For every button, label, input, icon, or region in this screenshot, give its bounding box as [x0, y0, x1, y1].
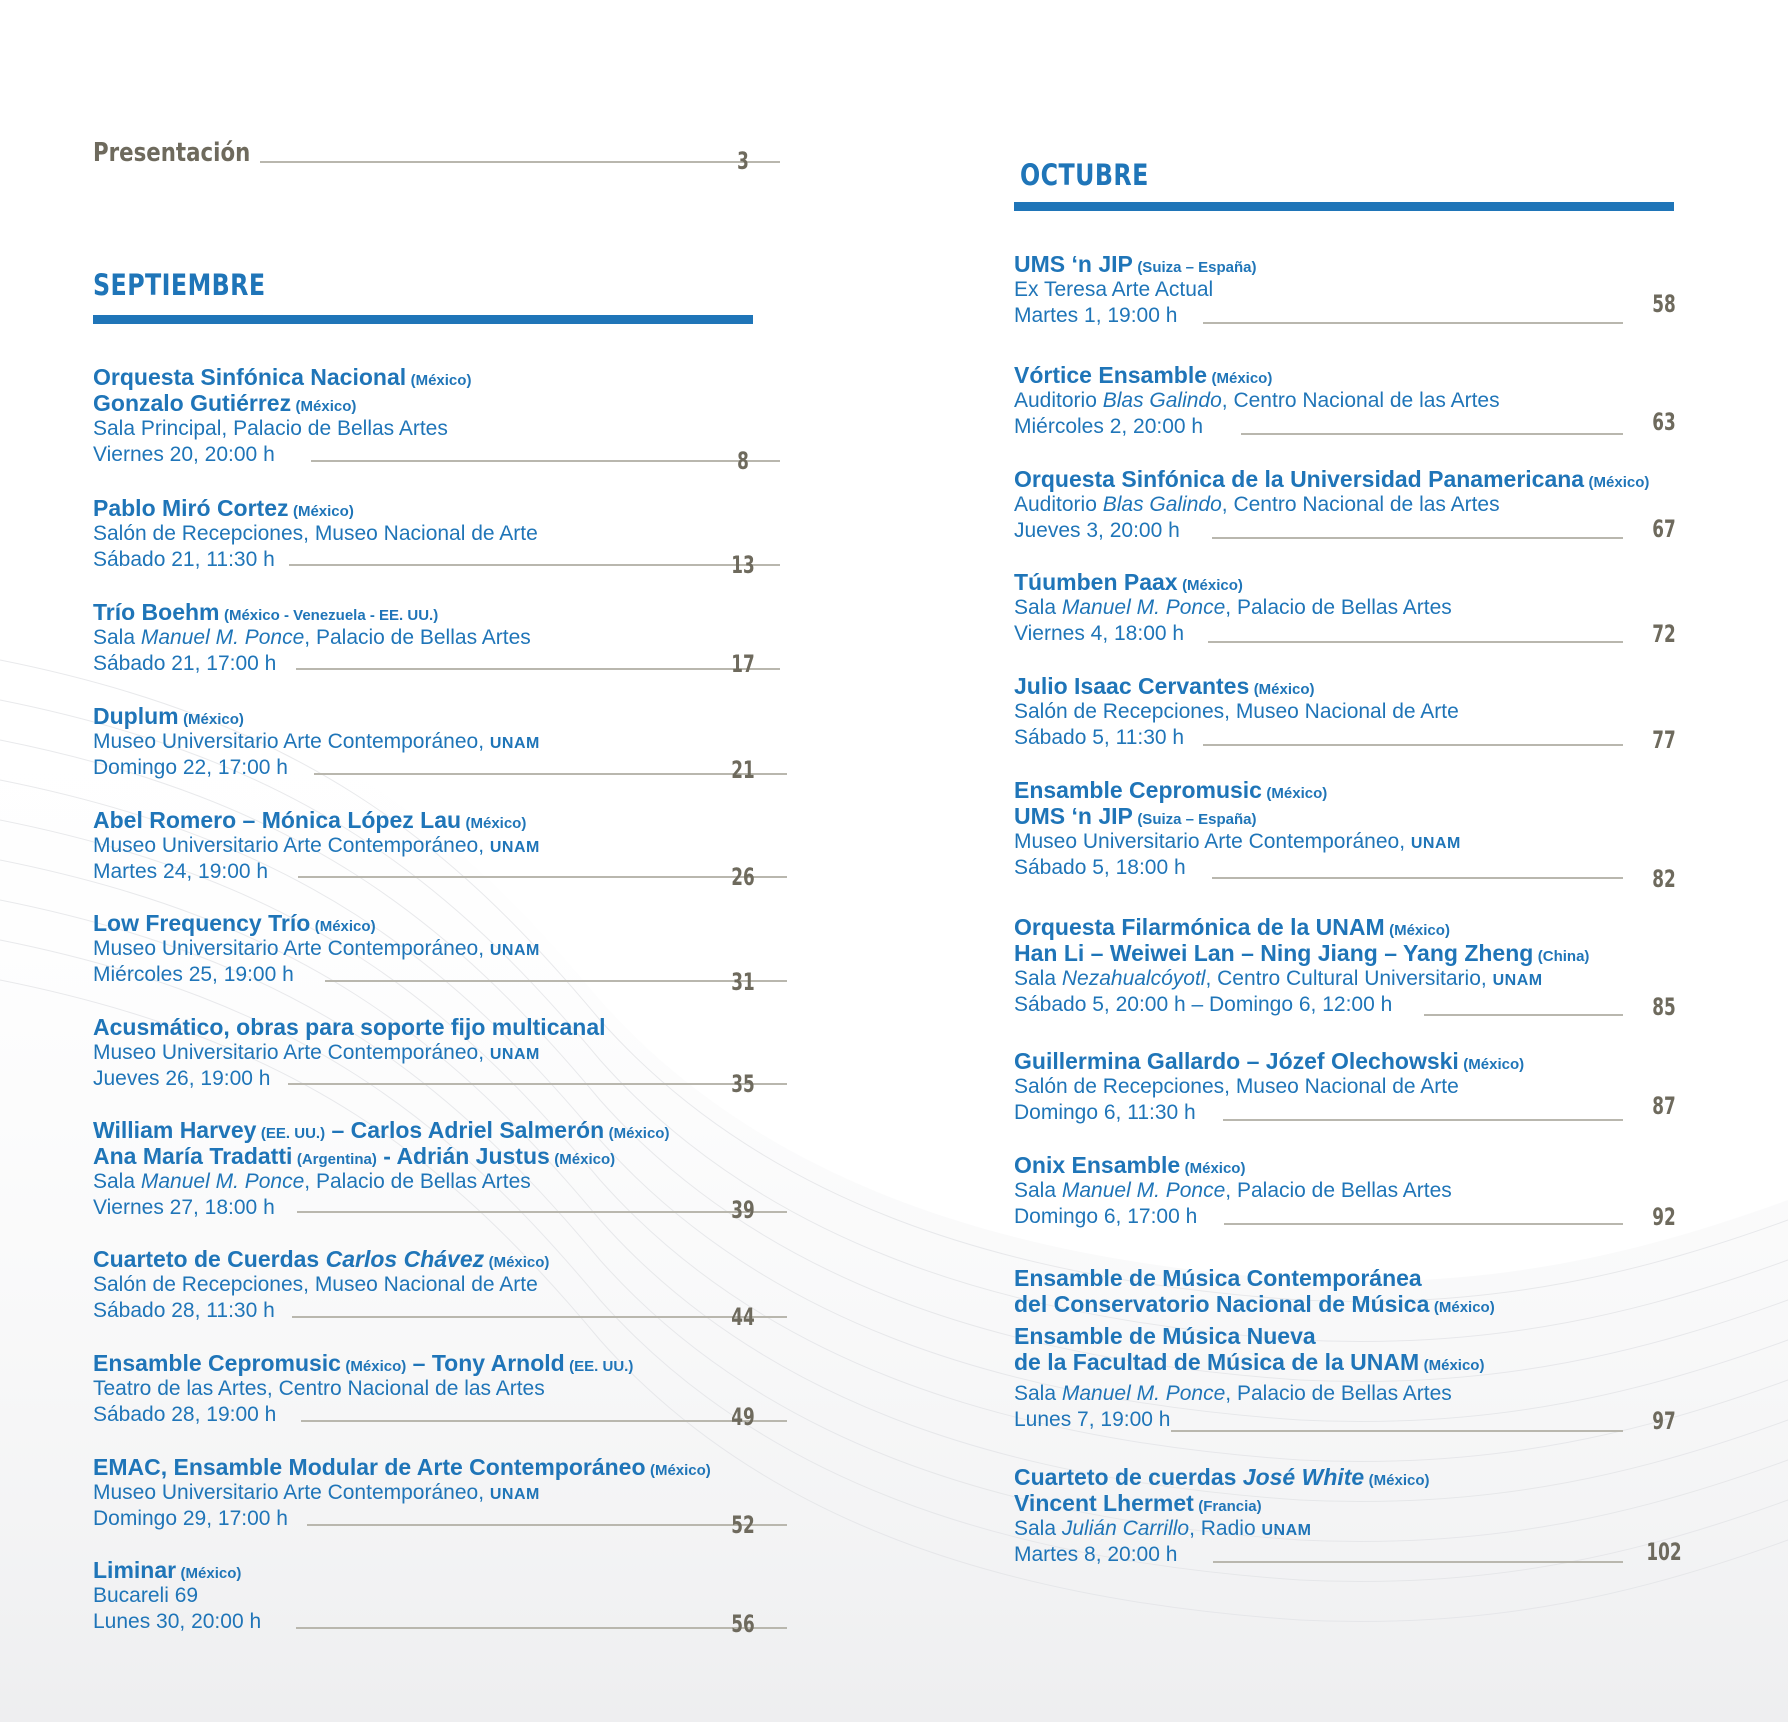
date: Domingo 22, 17:00 h: [93, 756, 288, 779]
date: Viernes 27, 18:00 h: [93, 1196, 275, 1219]
venue-text: , Palacio de Bellas Artes: [304, 626, 531, 649]
performer-origin: (México): [488, 1254, 550, 1271]
separator: –: [406, 1350, 432, 1376]
page-number: 63: [1652, 408, 1676, 436]
ensemble-name: Ensamble de Música Nueva: [1014, 1323, 1316, 1349]
performer-origin: (México): [1389, 922, 1450, 939]
page-number: 77: [1652, 726, 1676, 754]
venue-text: Museo Universitario Arte Contemporáneo,: [93, 1481, 490, 1504]
venue: [93, 833, 540, 859]
venue-text: Sala: [93, 1170, 141, 1193]
venue-hall: Manuel M. Ponce: [140, 626, 305, 649]
ensemble-name: Ensamble de Música Contemporánea: [1014, 1265, 1422, 1291]
performer-name: Adrián Justus: [396, 1143, 550, 1169]
venue: [1014, 1516, 1430, 1542]
performer-name: Acusmático, obras para soporte fijo multicanal: [93, 1014, 606, 1040]
date: Jueves 3, 20:00 h: [1014, 519, 1180, 542]
program-entry[interactable]: [93, 1117, 669, 1221]
program-entry[interactable]: [1014, 673, 1459, 751]
program-entry[interactable]: [1014, 1152, 1452, 1230]
program-entry[interactable]: [93, 703, 540, 781]
venue: [1014, 492, 1649, 518]
venue-abbrev: UNAM: [489, 735, 540, 752]
leader-line: [297, 1211, 787, 1213]
ensemble-dedicatee: José White: [1242, 1464, 1365, 1490]
venue-text: Sala: [93, 626, 141, 649]
performer-origin: (México): [183, 711, 244, 728]
leader-line: [1212, 537, 1623, 539]
date: Domingo 6, 17:00 h: [1014, 1205, 1198, 1228]
venue: [93, 936, 540, 962]
date: Domingo 6, 11:30 h: [1014, 1101, 1196, 1124]
venue: [1014, 388, 1500, 414]
page-number: 58: [1652, 290, 1676, 318]
venue-hall: Nezahualcóyotl: [1061, 967, 1206, 990]
performer-origin: (México): [1433, 1299, 1495, 1316]
separator: –: [325, 1117, 351, 1143]
leader-line: [296, 1627, 787, 1629]
date: Domingo 29, 17:00 h: [93, 1507, 288, 1530]
leader-line: [1171, 1430, 1623, 1432]
venue: Salón de Recepciones, Museo Nacional de Arte: [93, 1273, 538, 1296]
page-number: 35: [731, 1070, 755, 1098]
venue: [1014, 829, 1461, 855]
page-number: 13: [731, 551, 755, 579]
performer-origin: (China): [1537, 948, 1590, 965]
date: Sábado 5, 18:00 h: [1014, 856, 1186, 879]
venue-text: Auditorio: [1014, 493, 1103, 516]
date: Martes 8, 20:00 h: [1014, 1543, 1178, 1566]
venue-text: Museo Universitario Arte Contemporáneo,: [93, 937, 490, 960]
program-entry[interactable]: [93, 1014, 606, 1092]
date: Sábado 5, 11:30 h: [1014, 726, 1185, 749]
venue: [1014, 595, 1452, 621]
date: Viernes 4, 18:00 h: [1014, 622, 1185, 645]
venue: Teatro de las Artes, Centro Nacional de las Artes: [93, 1377, 545, 1400]
venue-hall: Blas Galindo: [1102, 493, 1222, 516]
page-number: 31: [731, 968, 755, 996]
venue-hall: Julián Carrillo: [1061, 1517, 1190, 1540]
program-entry[interactable]: [1014, 777, 1461, 881]
date: Sábado 5, 20:00 h – Domingo 6, 12:00 h: [1014, 993, 1393, 1016]
performer-origin: (México): [465, 815, 527, 832]
month-title-septiembre: SEPTIEMBRE: [93, 268, 266, 302]
leader-line: [314, 773, 787, 775]
page-number: 44: [731, 1303, 755, 1331]
date: Miércoles 2, 20:00 h: [1014, 415, 1204, 438]
performer-origin: (México): [345, 1358, 407, 1375]
performer-origin: (México): [1184, 1160, 1246, 1177]
program-entry[interactable]: [93, 599, 531, 677]
venue-text: Sala: [1014, 1517, 1062, 1540]
separator: -: [376, 1143, 397, 1169]
venue-abbrev: UNAM: [489, 942, 540, 959]
program-entry[interactable]: [1014, 1464, 1430, 1568]
performer-name: UMS ‘n JIP: [1014, 803, 1133, 829]
venue: [93, 1480, 711, 1506]
venue: Ex Teresa Arte Actual: [1014, 278, 1214, 301]
venue: Bucareli 69: [93, 1584, 199, 1607]
performer-origin: (México): [649, 1462, 711, 1479]
performer-name: UMS ‘n JIP: [1014, 251, 1133, 277]
leader-line: [1213, 1561, 1623, 1563]
performer-name: Ensamble Cepromusic: [93, 1350, 341, 1376]
page-number: 92: [1652, 1203, 1676, 1231]
venue-hall: Blas Galindo: [1102, 389, 1222, 412]
performer-origin: (México): [1211, 370, 1273, 387]
page-number: 8: [737, 447, 749, 475]
venue-text: Sala: [1014, 1382, 1062, 1405]
ensemble-name: de la Facultad de Música de la UNAM: [1014, 1349, 1420, 1375]
performer-origin: (México): [314, 918, 376, 935]
performer-origin: (Suiza – España): [1137, 259, 1257, 276]
venue-text: Sala: [1014, 596, 1062, 619]
page-number: 3: [737, 147, 749, 175]
venue-text: Sala: [1014, 967, 1062, 990]
page-number: 52: [731, 1511, 755, 1539]
program-entry[interactable]: [1014, 466, 1649, 544]
venue-hall: Manuel M. Ponce: [1061, 1382, 1226, 1405]
venue: Salón de Recepciones, Museo Nacional de Arte: [1014, 700, 1459, 723]
page-number: 97: [1652, 1407, 1676, 1435]
performer-name: Carlos Adriel Salmerón: [350, 1117, 605, 1143]
program-entry[interactable]: [1014, 1048, 1524, 1126]
date: Sábado 28, 19:00 h: [93, 1403, 277, 1426]
month-bar: [1014, 202, 1674, 211]
performer-name: Low Frequency Trío: [93, 910, 311, 936]
leader-line: [1212, 877, 1623, 879]
performer-name: Ana María Tradatti: [93, 1143, 293, 1169]
page-number: 82: [1652, 865, 1676, 893]
performer-origin: (México): [554, 1151, 616, 1168]
performer-name: Han Li – Weiwei Lan – Ning Jiang – Yang Zheng: [1014, 940, 1534, 966]
leader-line: [301, 1420, 787, 1422]
month-title-octubre: OCTUBRE: [1020, 158, 1149, 192]
program-entry[interactable]: [93, 1454, 711, 1532]
performer-origin: (México): [608, 1125, 670, 1142]
program-entry[interactable]: [93, 910, 540, 988]
venue: Salón de Recepciones, Museo Nacional de Arte: [1014, 1075, 1459, 1098]
venue: Sala Principal, Palacio de Bellas Artes: [93, 417, 448, 440]
venue-text: , Radio: [1189, 1517, 1262, 1540]
venue-abbrev: UNAM: [489, 1046, 540, 1063]
program-entry[interactable]: [1014, 914, 1589, 1018]
venue-abbrev: UNAM: [489, 1486, 540, 1503]
venue-hall: Manuel M. Ponce: [1061, 1179, 1226, 1202]
performer-name: EMAC, Ensamble Modular de Arte Contemporáneo: [93, 1454, 646, 1480]
venue-text: , Palacio de Bellas Artes: [1225, 1382, 1452, 1405]
venue: [1014, 966, 1589, 992]
program-entry[interactable]: [1014, 1265, 1495, 1433]
program-entry[interactable]: [93, 1557, 261, 1635]
performer-origin: (México): [1368, 1472, 1430, 1489]
performer-origin: (Suiza – España): [1137, 811, 1257, 828]
venue: [1014, 1381, 1495, 1407]
leader-line: [296, 668, 780, 670]
date: Miércoles 25, 19:00 h: [93, 963, 294, 986]
venue-text: Museo Universitario Arte Contemporáneo,: [93, 834, 490, 857]
performer-origin: (México): [1463, 1056, 1525, 1073]
venue: [93, 729, 540, 755]
performer-name: Trío Boehm: [93, 599, 220, 625]
venue-text: Museo Universitario Arte Contemporáneo,: [93, 730, 490, 753]
venue: [93, 1040, 606, 1066]
venue-text: Museo Universitario Arte Contemporáneo,: [1014, 830, 1411, 853]
venue-text: , Palacio de Bellas Artes: [1225, 1179, 1452, 1202]
date: Sábado 21, 11:30 h: [93, 548, 275, 571]
performer-name: Gonzalo Gutiérrez: [93, 390, 292, 416]
ensemble-name: del Conservatorio Nacional de Música: [1014, 1291, 1430, 1317]
performer-origin: (EE. UU.): [260, 1125, 326, 1142]
venue-hall: Manuel M. Ponce: [1061, 596, 1226, 619]
program-entry[interactable]: [93, 1246, 549, 1324]
program-entry[interactable]: [1014, 362, 1500, 440]
venue-text: Auditorio: [1014, 389, 1103, 412]
page-number: 67: [1652, 515, 1676, 543]
date: Viernes 20, 20:00 h: [93, 443, 275, 466]
page-number: 72: [1652, 620, 1676, 648]
date: Sábado 21, 17:00 h: [93, 652, 277, 675]
venue-abbrev: UNAM: [1410, 835, 1461, 852]
leader-line: [1203, 744, 1623, 746]
performer-name: Duplum: [93, 703, 179, 729]
venue-text: , Centro Nacional de las Artes: [1221, 493, 1500, 516]
date: Lunes 7, 19:00 h: [1014, 1408, 1171, 1431]
venue-text: Sala: [1014, 1179, 1062, 1202]
month-bar: [93, 315, 753, 324]
page-number: 85: [1652, 993, 1676, 1021]
leader-line: [1241, 433, 1623, 435]
performer-name: [93, 1246, 484, 1272]
program-entry[interactable]: [1014, 251, 1257, 329]
performer-origin: (México): [1266, 785, 1328, 802]
ensemble-name: Cuarteto de Cuerdas: [93, 1246, 326, 1272]
performer-origin: (EE. UU.): [569, 1358, 634, 1375]
page-number: 56: [731, 1610, 755, 1638]
leader-line: [298, 876, 787, 878]
performer-name: Abel Romero – Mónica López Lau: [93, 807, 462, 833]
date: Martes 24, 19:00 h: [93, 860, 269, 883]
venue-abbrev: UNAM: [1492, 972, 1543, 989]
performer-name: Vórtice Ensamble: [1014, 362, 1208, 388]
performer-origin: (México): [1253, 681, 1315, 698]
performer-name: Julio Isaac Cervantes: [1014, 673, 1250, 699]
venue-text: , Centro Nacional de las Artes: [1221, 389, 1500, 412]
venue: [93, 1169, 669, 1195]
performer-origin: (México): [292, 503, 354, 520]
performer-name: Orquesta Sinfónica de la Universidad Panamericana: [1014, 466, 1585, 492]
date: Jueves 26, 19:00 h: [93, 1067, 271, 1090]
performer-name: Guillermina Gallardo – Józef Olechowski: [1014, 1048, 1459, 1074]
leader-line: [1223, 1119, 1623, 1121]
performer-origin: (Argentina): [296, 1151, 377, 1168]
venue-text: , Palacio de Bellas Artes: [304, 1170, 531, 1193]
leader-line: [307, 1524, 787, 1526]
performer-name: Onix Ensamble: [1014, 1152, 1181, 1178]
program-entry[interactable]: [93, 1350, 633, 1428]
leader-line: [311, 460, 780, 462]
page-number: 49: [731, 1403, 755, 1431]
venue: Salón de Recepciones, Museo Nacional de Arte: [93, 522, 538, 545]
leader-line: [289, 564, 780, 566]
leader-line: [260, 161, 780, 163]
leader-line: [1424, 1014, 1623, 1016]
performer-name: Liminar: [93, 1557, 177, 1583]
program-entry[interactable]: [1014, 569, 1452, 647]
performer-name: Orquesta Filarmónica de la UNAM: [1014, 914, 1385, 940]
performer-origin: (México): [180, 1565, 242, 1582]
leader-line: [325, 980, 787, 982]
venue: [1014, 1178, 1452, 1204]
leader-line: [1224, 1223, 1623, 1225]
performer-name: Túumben Paax: [1014, 569, 1178, 595]
venue-text: Museo Universitario Arte Contemporáneo,: [93, 1041, 490, 1064]
venue: [93, 625, 531, 651]
performer-origin: (México): [410, 372, 472, 389]
performer-origin: (México): [295, 398, 357, 415]
performer-name: Ensamble Cepromusic: [1014, 777, 1262, 803]
venue-text: , Centro Cultural Universitario,: [1205, 967, 1493, 990]
program-entry[interactable]: [93, 364, 471, 468]
leader-line: [292, 1316, 787, 1318]
leader-line: [1208, 641, 1623, 643]
ensemble-dedicatee: Carlos Chávez: [325, 1246, 485, 1272]
performer-origin: (México): [1423, 1357, 1485, 1374]
venue-hall: Manuel M. Ponce: [140, 1170, 305, 1193]
performer-origin: (México - Venezuela - EE. UU.): [223, 607, 439, 624]
performer-name: [1014, 1464, 1364, 1490]
leader-line: [288, 1083, 787, 1085]
page-number: 26: [731, 863, 755, 891]
page-number: 39: [731, 1196, 755, 1224]
program-entry[interactable]: [93, 807, 540, 885]
program-entry[interactable]: [93, 495, 538, 573]
venue-abbrev: UNAM: [1261, 1522, 1312, 1539]
venue-abbrev: UNAM: [489, 839, 540, 856]
performer-name: Vincent Lhermet: [1014, 1490, 1194, 1516]
date: Martes 1, 19:00 h: [1014, 304, 1178, 327]
page-number: 17: [731, 650, 755, 678]
page-number: 21: [731, 756, 755, 784]
leader-line: [1203, 322, 1623, 324]
page-number: 102: [1646, 1538, 1682, 1566]
ensemble-name: Cuarteto de cuerdas: [1014, 1464, 1243, 1490]
performer-origin: (Francia): [1198, 1498, 1262, 1515]
presentacion-label[interactable]: Presentación: [93, 138, 251, 168]
performer-name: Pablo Miró Cortez: [93, 495, 289, 521]
date: Sábado 28, 11:30 h: [93, 1299, 275, 1322]
performer-origin: (México): [1182, 577, 1243, 594]
performer-name: William Harvey: [93, 1117, 257, 1143]
performer-name: Orquesta Sinfónica Nacional: [93, 364, 407, 390]
performer-origin: (México): [1588, 474, 1650, 491]
performer-name: Tony Arnold: [431, 1350, 565, 1376]
venue-text: , Palacio de Bellas Artes: [1225, 596, 1452, 619]
page-number: 87: [1652, 1092, 1676, 1120]
date: Lunes 30, 20:00 h: [93, 1610, 262, 1633]
